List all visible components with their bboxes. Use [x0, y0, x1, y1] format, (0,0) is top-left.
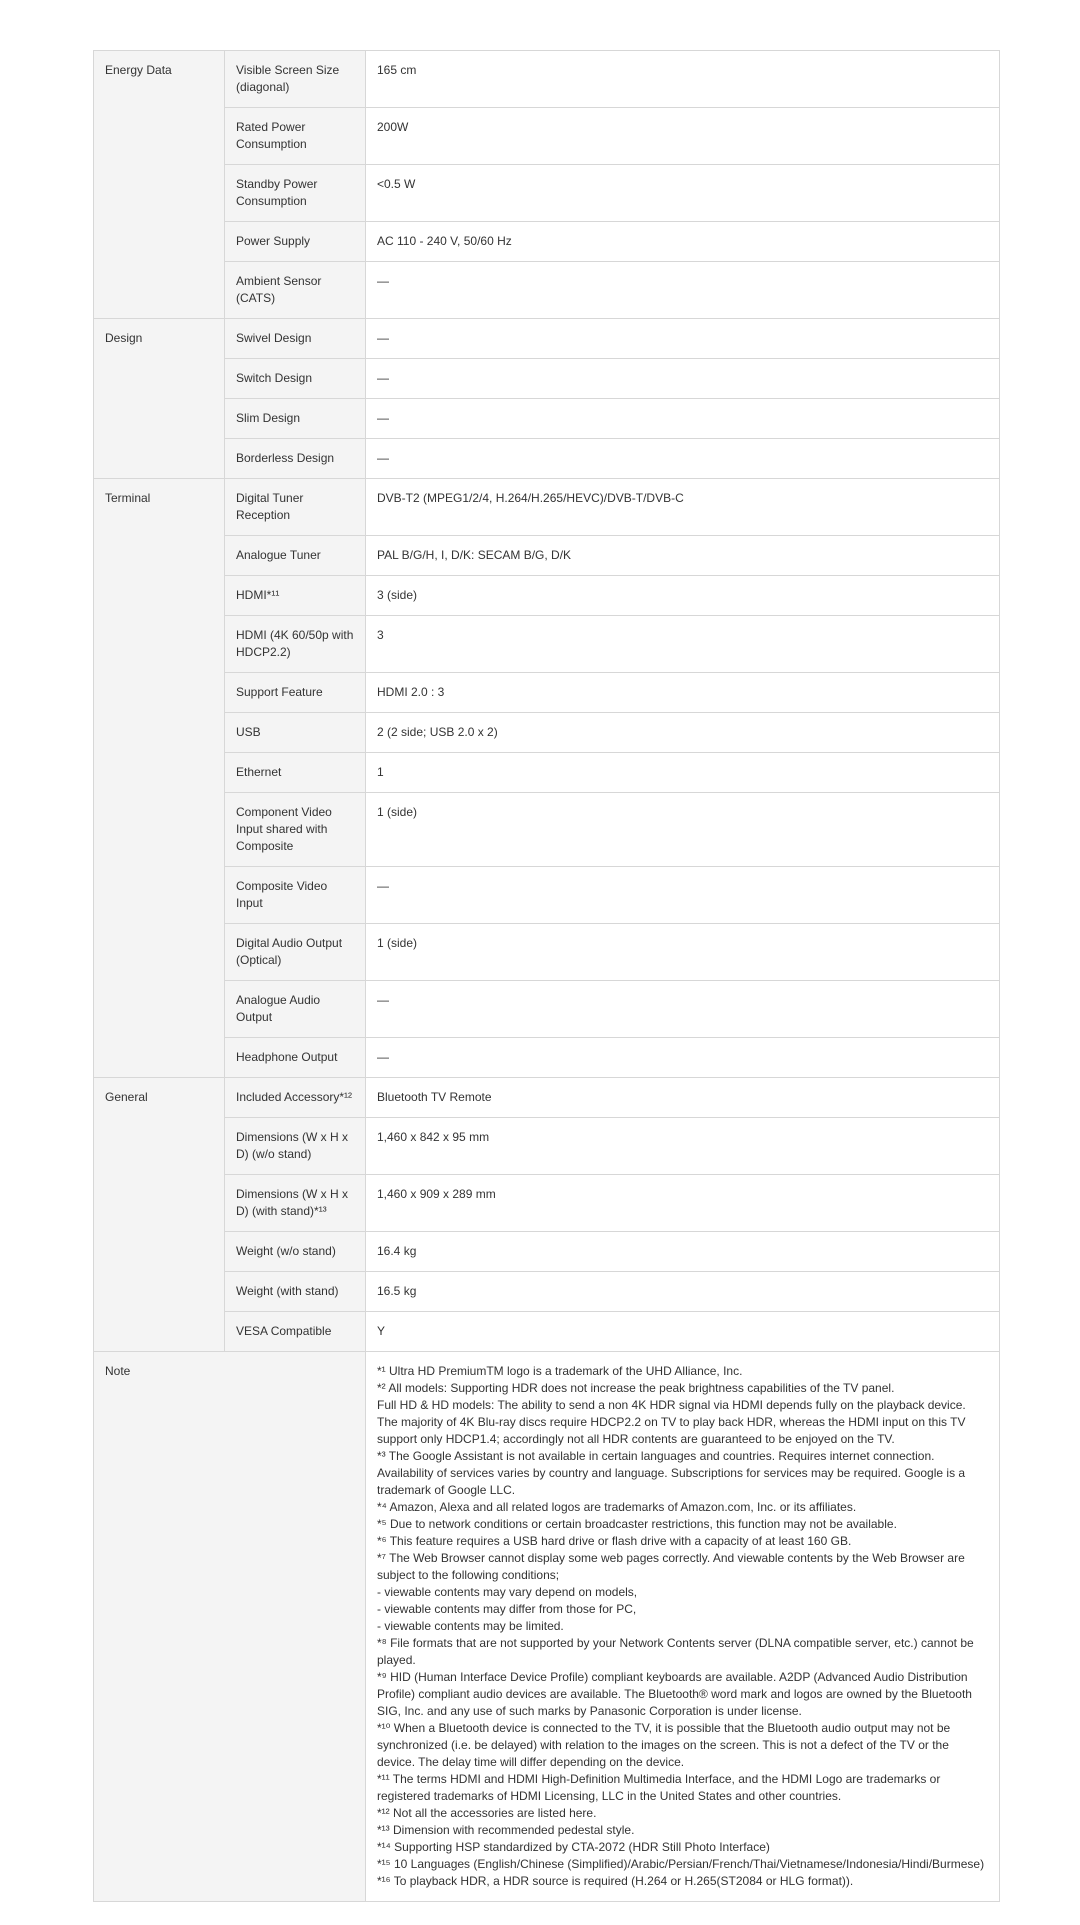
spec-value: — [366, 981, 1000, 1038]
spec-label: Visible Screen Size (diagonal) [225, 51, 366, 108]
spec-label: Rated Power Consumption [225, 108, 366, 165]
spec-value: 1 [366, 753, 1000, 793]
spec-label: Support Feature [225, 673, 366, 713]
note-line: The majority of 4K Blu-ray discs require HDCP2.2 on TV to play back HDR, whereas the HDMI input on this TV support only HDCP1.4; accordingly not all HDR contents are guaranteed to be enjoyed on the TV. [377, 1415, 966, 1446]
note-line: *² All models: Supporting HDR does not increase the peak brightness capabilities of the TV panel. [377, 1381, 895, 1395]
spec-row [94, 1038, 1000, 1078]
spec-value: — [366, 399, 1000, 439]
spec-value: 2 (2 side; USB 2.0 x 2) [366, 713, 1000, 753]
spec-row [94, 616, 1000, 673]
spec-row [94, 262, 1000, 319]
spec-label: Ethernet [225, 753, 366, 793]
spec-value: 3 [366, 616, 1000, 673]
spec-row [94, 1232, 1000, 1272]
spec-row [94, 359, 1000, 399]
spec-label: Borderless Design [225, 439, 366, 479]
note-row [94, 1352, 1000, 1902]
spec-label: Included Accessory*¹² [225, 1078, 366, 1118]
spec-value: 16.5 kg [366, 1272, 1000, 1312]
spec-label: Component Video Input shared with Composite [225, 793, 366, 867]
spec-group-name: Energy Data [94, 51, 225, 319]
note-line: - viewable contents may vary depend on models, [377, 1585, 638, 1599]
note-line: *⁶ This feature requires a USB hard drive or flash drive with a capacity of at least 160 GB. [377, 1534, 852, 1548]
spec-value: Bluetooth TV Remote [366, 1078, 1000, 1118]
spec-value: — [366, 439, 1000, 479]
note-line: *¹² Not all the accessories are listed here. [377, 1806, 597, 1820]
note-line: *⁸ File formats that are not supported by your Network Contents server (DLNA compatible server, etc.) cannot be played. [377, 1636, 974, 1667]
spec-table-body [94, 51, 1000, 1902]
spec-group-name: Design [94, 319, 225, 479]
spec-value: — [366, 319, 1000, 359]
spec-value: 165 cm [366, 51, 1000, 108]
note-line: *¹⁵ 10 Languages (English/Chinese (Simplified)/Arabic/Persian/French/Thai/Vietnamese/Indonesia/Hindi/Burmese) [377, 1857, 985, 1871]
note-line: - viewable contents may differ from those for PC, [377, 1602, 637, 1616]
spec-row [94, 981, 1000, 1038]
spec-table [93, 50, 1000, 1902]
note-line: *¹⁴ Supporting HSP standardized by CTA-2072 (HDR Still Photo Interface) [377, 1840, 770, 1854]
note-line: *³ The Google Assistant is not available in certain languages and countries. Requires internet connection. Availability of services varies by country and language. Subscriptions for services may be required. Google is a trademark of Google LLC. [377, 1449, 966, 1497]
spec-row [94, 51, 1000, 108]
note-line: *⁵ Due to network conditions or certain broadcaster restrictions, this function may not be available. [377, 1517, 897, 1531]
spec-value: 1,460 x 842 x 95 mm [366, 1118, 1000, 1175]
spec-row [94, 713, 1000, 753]
spec-row [94, 1078, 1000, 1118]
spec-row [94, 673, 1000, 713]
spec-row [94, 1175, 1000, 1232]
spec-label: Standby Power Consumption [225, 165, 366, 222]
spec-label: Slim Design [225, 399, 366, 439]
spec-label: Power Supply [225, 222, 366, 262]
spec-value: Y [366, 1312, 1000, 1352]
spec-value: PAL B/G/H, I, D/K: SECAM B/G, D/K [366, 536, 1000, 576]
spec-group-name: General [94, 1078, 225, 1352]
spec-value: AC 110 - 240 V, 50/60 Hz [366, 222, 1000, 262]
spec-group-name: Terminal [94, 479, 225, 1078]
spec-value: 200W [366, 108, 1000, 165]
spec-row [94, 1272, 1000, 1312]
spec-value: 1,460 x 909 x 289 mm [366, 1175, 1000, 1232]
note-line: *⁹ HID (Human Interface Device Profile) compliant keyboards are available. A2DP (Advanced Audio Distribution Profile) compliant audio devices are available. The Bluetooth® word mark and logos are owned by the Bluetooth SIG, Inc. and any use of such marks by Panasonic Corporation is under license. [377, 1670, 972, 1718]
spec-row [94, 576, 1000, 616]
spec-label: HDMI*¹¹ [225, 576, 366, 616]
spec-value: HDMI 2.0 : 3 [366, 673, 1000, 713]
spec-value: 1 (side) [366, 924, 1000, 981]
note-label: Note [94, 1352, 366, 1902]
spec-label: Headphone Output [225, 1038, 366, 1078]
spec-label: Switch Design [225, 359, 366, 399]
spec-label: Dimensions (W x H x D) (w/o stand) [225, 1118, 366, 1175]
spec-label: Ambient Sensor (CATS) [225, 262, 366, 319]
note-line: *⁷ The Web Browser cannot display some web pages correctly. And viewable contents by the Web Browser are subject to the following conditions; [377, 1551, 965, 1582]
spec-label: HDMI (4K 60/50p with HDCP2.2) [225, 616, 366, 673]
spec-row [94, 1118, 1000, 1175]
spec-row [94, 108, 1000, 165]
spec-label: Composite Video Input [225, 867, 366, 924]
note-line: *¹⁰ When a Bluetooth device is connected to the TV, it is possible that the Bluetooth audio output may not be synchronized (i.e. be delayed) with relation to the images on the screen. This is not a defect of the TV or the device. The delay time will differ depending on the device. [377, 1721, 951, 1769]
spec-value: — [366, 1038, 1000, 1078]
spec-value: 3 (side) [366, 576, 1000, 616]
spec-label: Weight (with stand) [225, 1272, 366, 1312]
spec-row [94, 439, 1000, 479]
spec-value: DVB-T2 (MPEG1/2/4, H.264/H.265/HEVC)/DVB-T/DVB-C [366, 479, 1000, 536]
note-line: *¹⁶ To playback HDR, a HDR source is required (H.264 or H.265(ST2084 or HLG format)). [377, 1874, 854, 1888]
note-line: *¹³ Dimension with recommended pedestal style. [377, 1823, 635, 1837]
spec-row [94, 867, 1000, 924]
spec-row [94, 165, 1000, 222]
spec-row [94, 479, 1000, 536]
spec-label: Digital Audio Output (Optical) [225, 924, 366, 981]
spec-row [94, 924, 1000, 981]
note-line: *¹¹ The terms HDMI and HDMI High-Definition Multimedia Interface, and the HDMI Logo are trademarks or registered trademarks of HDMI Licensing, LLC in the United States and other countries. [377, 1772, 941, 1803]
note-content [366, 1352, 1000, 1902]
note-line: *¹ Ultra HD PremiumTM logo is a trademark of the UHD Alliance, Inc. [377, 1364, 743, 1378]
spec-label: Dimensions (W x H x D) (with stand)*¹³ [225, 1175, 366, 1232]
spec-value: 16.4 kg [366, 1232, 1000, 1272]
spec-label: USB [225, 713, 366, 753]
spec-value: — [366, 867, 1000, 924]
spec-value: — [366, 262, 1000, 319]
note-line: - viewable contents may be limited. [377, 1619, 564, 1633]
spec-row [94, 222, 1000, 262]
note-line: Full HD & HD models: The ability to send a non 4K HDR signal via HDMI depends fully on the playback device. [377, 1398, 966, 1412]
spec-label: Analogue Tuner [225, 536, 366, 576]
spec-row [94, 399, 1000, 439]
spec-label: Analogue Audio Output [225, 981, 366, 1038]
spec-row [94, 1312, 1000, 1352]
spec-value: <0.5 W [366, 165, 1000, 222]
spec-row [94, 319, 1000, 359]
spec-value: — [366, 359, 1000, 399]
spec-label: VESA Compatible [225, 1312, 366, 1352]
spec-row [94, 753, 1000, 793]
note-line: *⁴ Amazon, Alexa and all related logos are trademarks of Amazon.com, Inc. or its affiliates. [377, 1500, 857, 1514]
spec-value: 1 (side) [366, 793, 1000, 867]
spec-label: Weight (w/o stand) [225, 1232, 366, 1272]
spec-row [94, 536, 1000, 576]
spec-row [94, 793, 1000, 867]
spec-label: Swivel Design [225, 319, 366, 359]
spec-label: Digital Tuner Reception [225, 479, 366, 536]
